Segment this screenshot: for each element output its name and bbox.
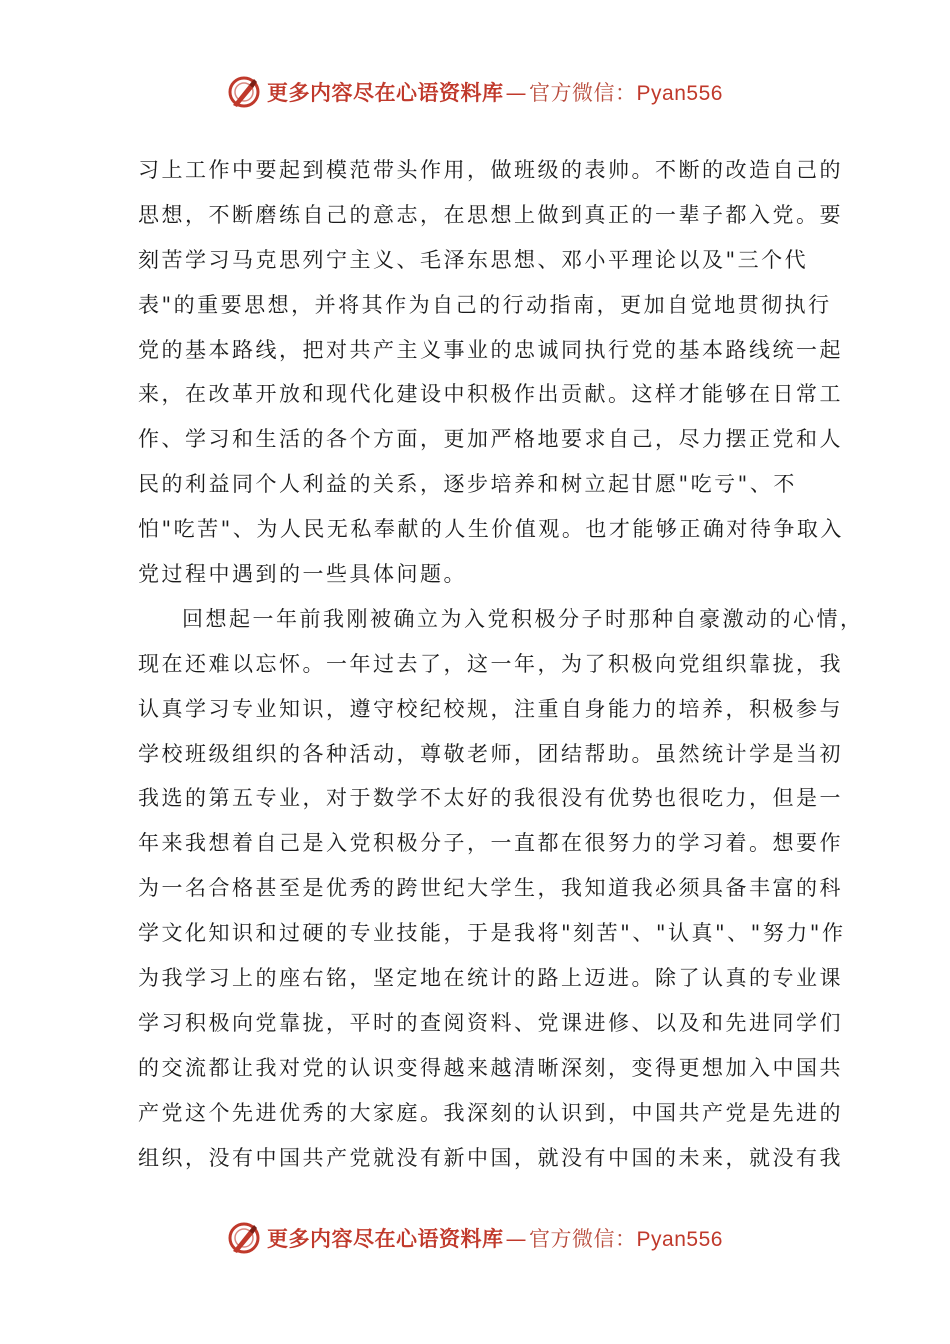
text-line: 现在还难以忘怀。一年过去了，这一年，为了积极向党组织靠拢，我 (138, 651, 843, 676)
text-line: 怕"吃苦"、为人民无私奉献的人生价值观。也才能够正确对待争取入 (138, 517, 844, 542)
text-line: 年来我想着自己是入党积极分子，一直都在很努力的学习着。想要作 (138, 831, 843, 856)
text-line: 我选的第五专业，对于数学不太好的我很没有优势也很吃力，但是一 (138, 786, 843, 811)
text-line: 党过程中遇到的一些具体问题。 (138, 562, 467, 587)
text-line: 习上工作中要起到模范带头作用，做班级的表帅。不断的改造自己的 (138, 158, 843, 182)
footer-banner-text (267, 1223, 723, 1253)
header-banner (0, 72, 950, 112)
footer-wechat-label: 官方微信： (529, 1227, 637, 1251)
text-line: 组织，没有中国共产党就没有新中国，就没有中国的未来，就没有我 (138, 1145, 843, 1170)
footer-banner (0, 1218, 950, 1258)
header-dash: — (505, 81, 528, 105)
text-line: 思想，不断磨练自己的意志，在思想上做到真正的一辈子都入党。要 (138, 202, 843, 227)
text-line: 学习积极向党靠拢，平时的查阅资料、党课进修、以及和先进同学们 (138, 1010, 843, 1035)
pen-logo-icon (227, 75, 261, 109)
footer-dash: — (505, 1227, 528, 1251)
text-line: 刻苦学习马克思列宁主义、毛泽东思想、邓小平理论以及"三个代 (138, 247, 809, 272)
header-banner-text (267, 77, 723, 107)
header-brand-text: 更多内容尽在心语资料库 (267, 80, 504, 105)
pen-logo-icon (227, 1221, 261, 1255)
footer-wechat-id: Pyan556 (636, 1228, 723, 1251)
text-line: 来，在改革开放和现代化建设中积极作出贡献。这样才能够在日常工 (138, 382, 843, 407)
document-body (138, 148, 864, 1180)
text-line: 学校班级组织的各种活动，尊敬老师，团结帮助。虽然统计学是当初 (138, 741, 843, 766)
text-line: 学文化知识和过硬的专业技能，于是我将"刻苦"、"认真"、"努力"作 (138, 921, 846, 946)
text-line: 作、学习和生活的各个方面，更加严格地要求自己，尽力摆正党和人 (138, 427, 843, 452)
text-line: 为一名合格甚至是优秀的跨世纪大学生，我知道我必须具备丰富的科 (138, 876, 843, 901)
text-line: 的交流都让我对党的认识变得越来越清晰深刻，变得更想加入中国共 (138, 1055, 843, 1080)
header-wechat-id: Pyan556 (636, 82, 723, 105)
text-line: 表"的重要思想，并将其作为自己的行动指南，更加自觉地贯彻执行 (138, 292, 832, 317)
text-line: 民的利益同个人利益的关系，逐步培养和树立起甘愿"吃亏"、不 (138, 472, 797, 497)
text-line: 党的基本路线，把对共产主义事业的忠诚同执行党的基本路线统一起 (138, 337, 843, 362)
text-line: 为我学习上的座右铭，坚定地在统计的路上迈进。除了认真的专业课 (138, 966, 843, 991)
footer-brand-text: 更多内容尽在心语资料库 (267, 1226, 504, 1251)
paragraph-first-line: 回想起一年前我刚被确立为入党积极分子时那种自豪激动的心情， (182, 606, 864, 631)
header-wechat-label: 官方微信： (529, 81, 637, 105)
text-line: 产党这个先进优秀的大家庭。我深刻的认识到，中国共产党是先进的 (138, 1100, 843, 1125)
text-line: 认真学习专业知识，遵守校纪校规，注重自身能力的培养，积极参与 (138, 696, 843, 721)
